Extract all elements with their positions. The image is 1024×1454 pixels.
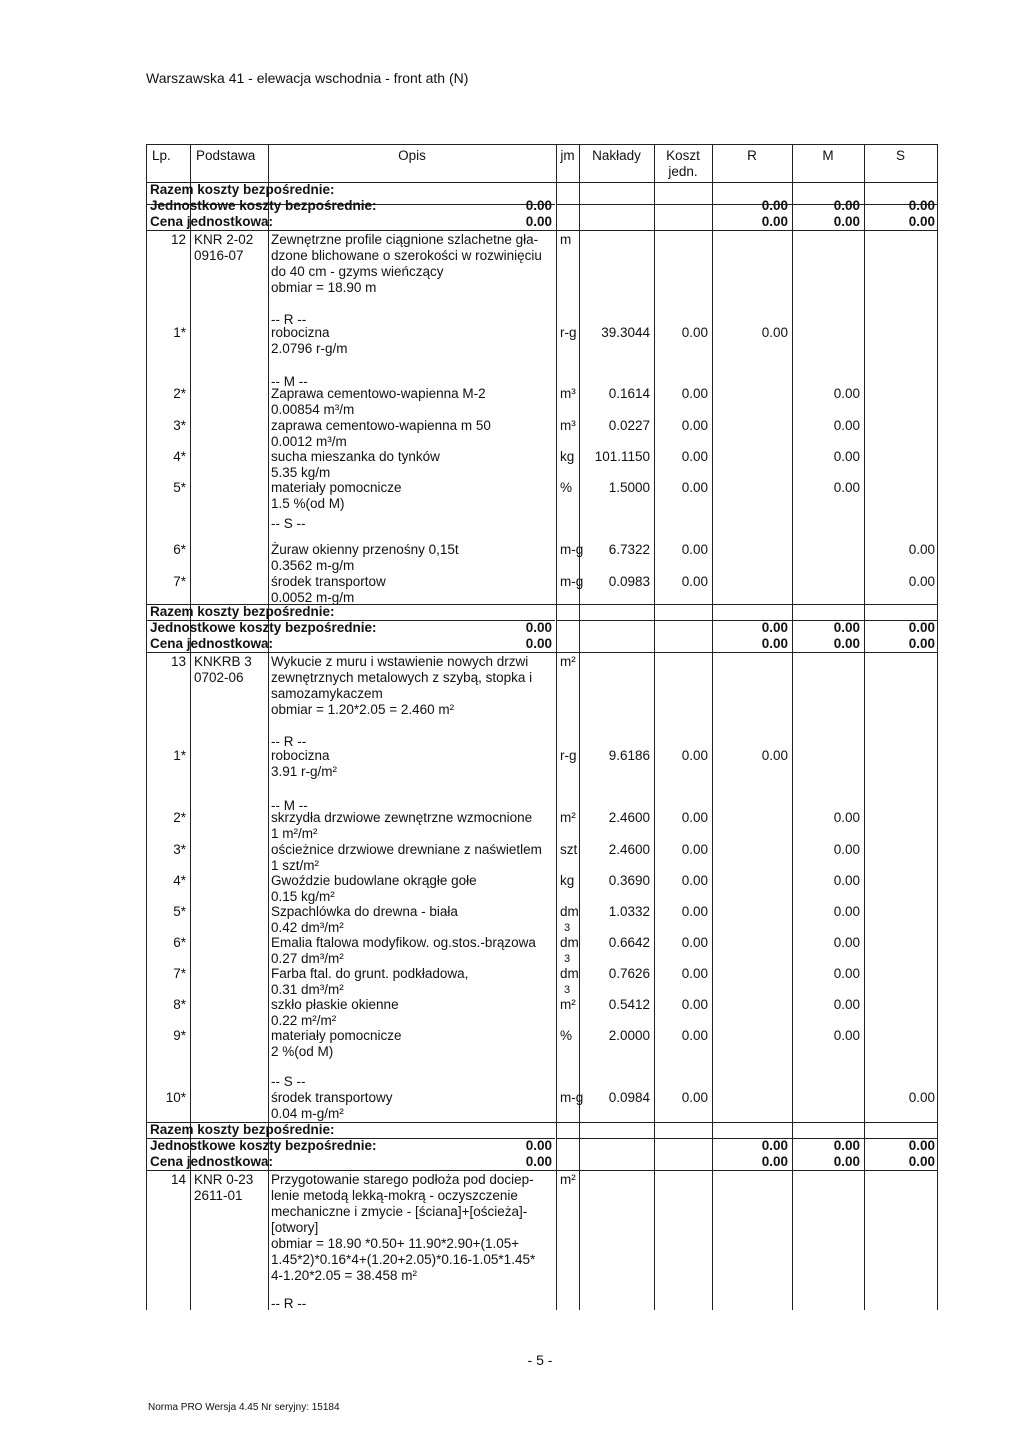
resource-name: Farba ftal. do grunt. podkładowa, [271,966,469,981]
resource-name: sucha mieszanka do tynków [271,449,440,464]
resource-jm: dm [560,904,579,919]
resource-s: 0.00 [908,574,935,589]
resource-nak: 1.5000 [608,480,650,495]
document-title: Warszawska 41 - elewacja wschodnia - front ath (N) [146,70,469,86]
col-line [792,144,793,1310]
header-m: M [822,148,834,163]
summary-r: 0.00 [761,1154,788,1169]
resource-name: Żuraw okienny przenośny 0,15t [271,542,459,557]
resource-lp: 6* [173,935,186,950]
resource-jm: dm [560,966,579,981]
resource-koszt: 0.00 [681,418,708,433]
resource-nak: 0.0984 [608,1090,650,1105]
resource-m: 0.00 [833,480,860,495]
resource-norm: 2 %(od M) [271,1044,334,1059]
resource-name: Szpachlówka do drewna - biała [271,904,458,919]
header-opis: Opis [398,148,426,163]
resource-jm: kg [560,449,575,464]
summary-cena-value: 0.00 [525,1154,552,1169]
item-description: lenie metodą lekką-mokrą - oczyszczenie [271,1188,518,1203]
resource-jm: m³ [560,418,576,433]
header-naklady: Nakłady [592,148,641,163]
resource-m: 0.00 [833,873,860,888]
resource-lp: 9* [173,1028,186,1043]
col-line [556,144,557,1310]
resource-jm-exponent: 3 [564,984,571,996]
resource-nak: 2.0000 [608,1028,650,1043]
section-r: -- R -- [271,312,307,327]
resource-name: zaprawa cementowo-wapienna m 50 [271,418,491,433]
resource-norm: 1.5 %(od M) [271,496,345,511]
summary-razem: Razem koszty bezpośrednie: [150,1122,335,1137]
section-s: -- S -- [271,516,306,531]
resource-lp: 8* [173,997,186,1012]
section-m: -- M -- [271,798,308,813]
header-jm: jm [560,148,575,163]
cost-table [146,144,938,1310]
resource-norm: 1 szt/m² [271,858,320,873]
header-s: S [895,148,905,163]
item-basis-code: 0916-07 [194,248,244,263]
summary-r: 0.00 [761,214,788,229]
resource-koszt: 0.00 [681,574,708,589]
resource-lp: 7* [173,966,186,981]
resource-lp: 1* [173,325,186,340]
summary-m: 0.00 [833,1138,860,1153]
resource-lp: 2* [173,386,186,401]
item-description: [otwory] [271,1220,319,1235]
resource-norm: 0.0052 m-g/m [271,590,355,605]
summary-jkb-value: 0.00 [525,198,552,213]
resource-jm: m³ [560,386,576,401]
resource-norm: 0.0012 m³/m [271,434,347,449]
resource-koszt: 0.00 [681,935,708,950]
summary-s: 0.00 [908,1154,935,1169]
resource-lp: 1* [173,748,186,763]
item-basis: KNKRB 3 [194,654,252,669]
item-description: dzone blichowane o szerokości w rozwinięciu [271,248,542,263]
item-lp: 13 [170,654,186,669]
resource-koszt: 0.00 [681,748,708,763]
resource-norm: 0.04 m-g/m² [271,1106,344,1121]
resource-norm: 1 m²/m² [271,826,318,841]
item-lp: 14 [170,1172,186,1187]
resource-koszt: 0.00 [681,810,708,825]
resource-norm: 0.15 kg/m² [271,889,335,904]
resource-r: 0.00 [761,325,788,340]
summary-m: 0.00 [833,636,860,651]
item-basis-code: 2611-01 [194,1188,243,1203]
resource-m: 0.00 [833,810,860,825]
resource-norm: 0.42 dm³/m² [271,920,344,935]
summary-s: 0.00 [908,1138,935,1153]
item-description: mechaniczne i zmycie - [ściana]+[ościeża]- [271,1204,528,1219]
resource-koszt: 0.00 [681,1028,708,1043]
item-quantity: obmiar = 18.90 *0.50+ 11.90*2.90+(1.05+ [271,1236,520,1251]
resource-m: 0.00 [833,904,860,919]
page-number: - 5 - [527,1352,553,1368]
resource-name: robocizna [271,325,330,340]
resource-m: 0.00 [833,386,860,401]
summary-jkb: Jednostkowe koszty bezpośrednie: [150,198,377,213]
resource-nak: 0.6642 [608,935,650,950]
item-basis: KNR 0-23 [194,1172,254,1187]
header-lp: Lp. [152,148,171,163]
resource-name: Emalia ftalowa modyfikow. og.stos.-brązowa [271,935,536,950]
summary-m: 0.00 [833,1154,860,1169]
summary-cena: Cena jednostkowa: [150,636,274,651]
section-r: -- R -- [271,1296,307,1311]
summary-cena: Cena jednostkowa: [150,214,274,229]
summary-r: 0.00 [761,636,788,651]
item-basis-code: 0702-06 [194,670,244,685]
summary-jkb: Jednostkowe koszty bezpośrednie: [150,1138,377,1153]
header-koszt-jedn: jedn. [668,164,698,179]
resource-jm: m-g [560,1090,584,1105]
resource-name: ościeżnice drzwiowe drewniane z naświetlem [271,842,542,857]
item-lp: 12 [170,232,186,247]
item-unit: m² [560,654,576,669]
resource-nak: 2.4600 [608,842,650,857]
resource-koszt: 0.00 [681,449,708,464]
col-line [864,144,865,1310]
item-description: Wykucie z muru i wstawienie nowych drzwi [271,654,529,669]
resource-koszt: 0.00 [681,842,708,857]
resource-koszt: 0.00 [681,325,708,340]
summary-razem: Razem koszty bezpośrednie: [150,182,335,197]
summary-s: 0.00 [908,620,935,635]
resource-r: 0.00 [761,748,788,763]
resource-norm: 0.27 dm³/m² [271,951,344,966]
resource-name: szkło płaskie okienne [271,997,399,1012]
resource-lp: 5* [173,480,186,495]
resource-nak: 0.0227 [608,418,650,433]
resource-name: skrzydła drzwiowe zewnętrzne wzmocnione [271,810,533,825]
resource-nak: 0.7626 [608,966,650,981]
resource-m: 0.00 [833,997,860,1012]
resource-norm: 2.0796 r-g/m [271,341,348,356]
resource-m: 0.00 [833,842,860,857]
resource-norm: 3.91 r-g/m² [271,764,338,779]
resource-koszt: 0.00 [681,1090,708,1105]
resource-norm: 0.3562 m-g/m [271,558,355,573]
summary-jkb: Jednostkowe koszty bezpośrednie: [150,620,377,635]
resource-nak: 2.4600 [608,810,650,825]
header-podstawa: Podstawa [196,148,256,163]
item-description: Zewnętrzne profile ciągnione szlachetne gła- [271,232,539,247]
summary-m: 0.00 [833,620,860,635]
resource-lp: 6* [173,542,186,557]
resource-m: 0.00 [833,935,860,950]
resource-lp: 2* [173,810,186,825]
resource-koszt: 0.00 [681,997,708,1012]
resource-lp: 4* [173,449,186,464]
resource-jm: kg [560,873,575,888]
resource-koszt: 0.00 [681,542,708,557]
summary-s: 0.00 [908,198,935,213]
resource-name: materiały pomocnicze [271,480,402,495]
col-line [579,144,580,1310]
resource-koszt: 0.00 [681,873,708,888]
resource-jm: m² [560,810,576,825]
item-description: do 40 cm - gzyms wieńczący [271,264,444,279]
resource-nak: 9.6186 [608,748,650,763]
resource-lp: 3* [173,418,186,433]
resource-nak: 6.7322 [608,542,650,557]
resource-jm: % [560,480,573,495]
summary-r: 0.00 [761,198,788,213]
summary-jkb-value: 0.00 [525,1138,552,1153]
summary-r: 0.00 [761,620,788,635]
item-quantity: obmiar = 1.20*2.05 = 2.460 m² [271,702,455,717]
resource-jm: dm [560,935,579,950]
col-line [712,144,713,1310]
summary-jkb-value: 0.00 [525,620,552,635]
item-description: Przygotowanie starego podłoża pod dociep- [271,1172,534,1187]
summary-r: 0.00 [761,1138,788,1153]
resource-norm: 0.31 dm³/m² [271,982,344,997]
resource-lp: 3* [173,842,186,857]
resource-name: robocizna [271,748,330,763]
resource-nak: 39.3044 [601,325,650,340]
footer-software: Norma PRO Wersja 4.45 Nr seryjny: 15184 [148,1402,340,1413]
resource-m: 0.00 [833,966,860,981]
resource-jm: r-g [560,325,577,340]
resource-koszt: 0.00 [681,904,708,919]
resource-norm: 5.35 kg/m [271,465,331,480]
resource-name: materiały pomocnicze [271,1028,402,1043]
resource-name: środek transportow [271,574,386,589]
resource-jm: % [560,1028,573,1043]
section-r: -- R -- [271,734,307,749]
section-m: -- M -- [271,374,308,389]
resource-m: 0.00 [833,418,860,433]
summary-s: 0.00 [908,214,935,229]
resource-jm: m-g [560,574,584,589]
resource-nak: 101.1150 [594,449,650,464]
summary-cena: Cena jednostkowa: [150,1154,274,1169]
col-line [146,144,147,1310]
resource-jm: r-g [560,748,577,763]
resource-s: 0.00 [908,1090,935,1105]
resource-koszt: 0.00 [681,386,708,401]
header-koszt: Koszt [666,148,700,163]
resource-lp: 5* [173,904,186,919]
resource-name: Zaprawa cementowo-wapienna M-2 [271,386,486,401]
resource-norm: 0.22 m²/m² [271,1013,337,1028]
summary-m: 0.00 [833,214,860,229]
resource-koszt: 0.00 [681,966,708,981]
summary-razem: Razem koszty bezpośrednie: [150,604,335,619]
item-description: zewnętrznych metalowych z szybą, stopka i [271,670,533,685]
resource-jm-exponent: 3 [564,922,571,934]
resource-name: środek transportowy [271,1090,393,1105]
resource-lp: 4* [173,873,186,888]
col-line [654,144,655,1310]
summary-s: 0.00 [908,636,935,651]
item-unit: m² [560,1172,576,1187]
resource-m: 0.00 [833,449,860,464]
section-s: -- S -- [271,1074,306,1089]
item-basis: KNR 2-02 [194,232,254,247]
row-line [146,144,938,145]
resource-nak: 0.1614 [608,386,650,401]
resource-nak: 0.5412 [608,997,650,1012]
resource-nak: 0.0983 [608,574,650,589]
resource-norm: 0.00854 m³/m [271,402,355,417]
item-unit: m [560,232,572,247]
resource-jm: szt [560,842,578,857]
item-quantity: 4-1.20*2.05 = 38.458 m² [271,1268,417,1283]
resource-jm: m² [560,997,576,1012]
resource-jm: m-g [560,542,584,557]
item-description: samozamykaczem [271,686,383,701]
summary-cena-value: 0.00 [525,636,552,651]
resource-s: 0.00 [908,542,935,557]
item-quantity: obmiar = 18.90 m [271,280,377,295]
resource-koszt: 0.00 [681,480,708,495]
summary-m: 0.00 [833,198,860,213]
col-line [937,144,938,1310]
summary-cena-value: 0.00 [525,214,552,229]
resource-lp: 10* [165,1090,186,1105]
resource-m: 0.00 [833,1028,860,1043]
resource-jm-exponent: 3 [564,953,571,965]
resource-nak: 1.0332 [608,904,650,919]
resource-lp: 7* [173,574,186,589]
resource-name: Gwoździe budowlane okrągłe gołe [271,873,477,888]
header-r: R [747,148,757,163]
item-quantity: 1.45*2)*0.16*4+(1.20+2.05)*0.16-1.05*1.45* [271,1252,536,1267]
resource-nak: 0.3690 [608,873,650,888]
